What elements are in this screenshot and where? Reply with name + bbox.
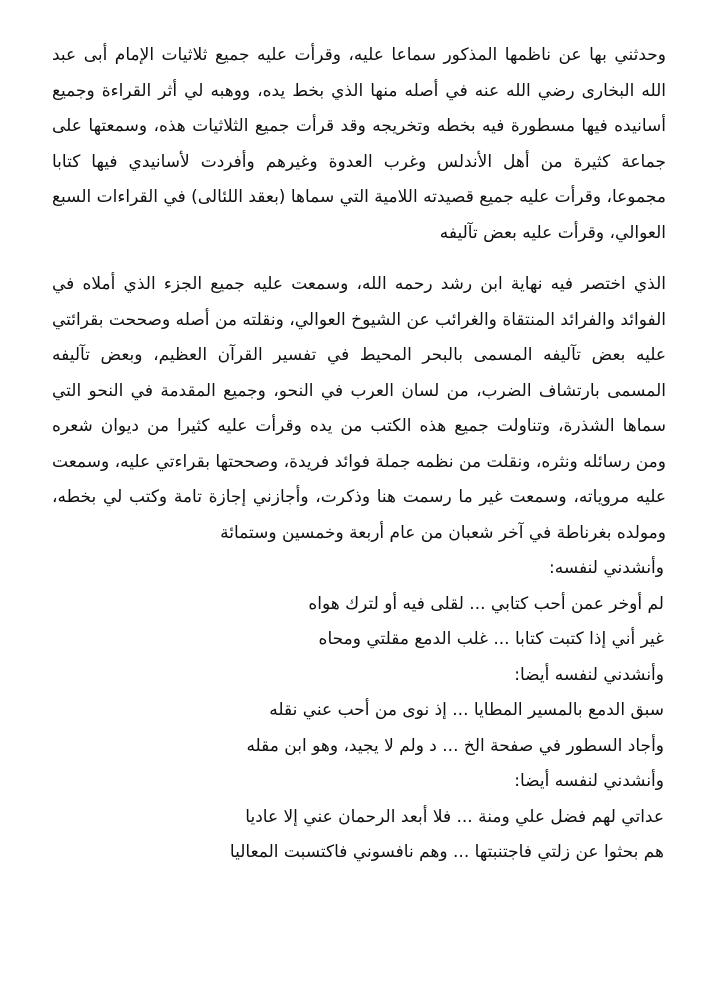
verse-line-6: هم بحثوا عن زلتي فاجتنبتها ... وهم نافسوني فاكتسبت المعاليا bbox=[229, 842, 664, 862]
intro-line-1: وأنشدني لنفسه: bbox=[549, 558, 664, 578]
verse-line-2: غير أني إذا كتبت كتابا ... غلب الدمع مقلتي ومحاه bbox=[318, 629, 664, 649]
paragraph-2: الذي اختصر فيه نهاية ابن رشد رحمه الله، وسمعت عليه جميع الجزء الذي أملاه في الفوائد والفرائد المنتقاة والغرائب عن الشيوخ العوالي، ونقلته من أصله وصححت بقرائتي عليه بعض تآليفه المسمى بالبحر المحيط في تفسير القرآن العظيم، وبعض تآليفه المسمى بارتشاف الضرب، من لسان العرب في النحو، وجميع المقدمة في النحو التي سماها الشذرة، وتناولت جميع هذه الكتب من يده وقرأت عليه كثيرا من ديوان شعره ومن رسائله ونثره، ونقلت من نظمه جملة فوائد فريدة، وصححتها بقراءتي عليه، وسمعت عليه مروياته، وسمعت غير ما رسمت هنا وذكرت، وأجازني إجازة تامة وكتب لي بخطه، ومولده بغرناطة في آخر شعبان من عام أربعة وخمسين وستمائة bbox=[52, 274, 666, 543]
intro-line-2: وأنشدني لنفسه أيضا: bbox=[514, 664, 664, 685]
intro-line-3: وأنشدني لنفسه أيضا: bbox=[514, 771, 664, 791]
verse-line-4: وأجاد السطور في صفحة الخ ... د ولم لا يجيد، وهو ابن مقله bbox=[246, 735, 664, 756]
paragraph-1: وحدثني بها عن ناظمها المذكور سماعا عليه، وقرأت عليه جميع ثلاثيات الإمام أبى عبد الله البخارى رضي الله عنه في أصله منها الذي بخط يده، ووهبه لي أثر القراءة وجميع أسانيده فيها مسطورة فيه بخطه وتخريجه وقد قرأت جميع الثلاثيات هذه، وسمعتها على جماعة كثيرة من أهل الأندلس وغرب العدوة وغيرهم وأفردت لأسانيدي فيها كتابا مجموعا، وقرأت عليه جميع قصيدته اللامية التي سماها (بعقد اللئالى) في القراءات السبع العوالي، وقرأت عليه بعض تآليفه bbox=[52, 45, 666, 243]
verse-line-1: لم أوخر عمن أحب كتابي ... لقلى فيه أو لترك هواه bbox=[308, 593, 664, 614]
verse-line-3: سبق الدمع بالمسير المطايا ... إذ نوى من أحب عني نقله bbox=[269, 700, 664, 720]
verse-line-5: عداتي لهم فضل علي ومنة ... فلا أبعد الرحمان عني إلا عاديا bbox=[245, 806, 664, 827]
